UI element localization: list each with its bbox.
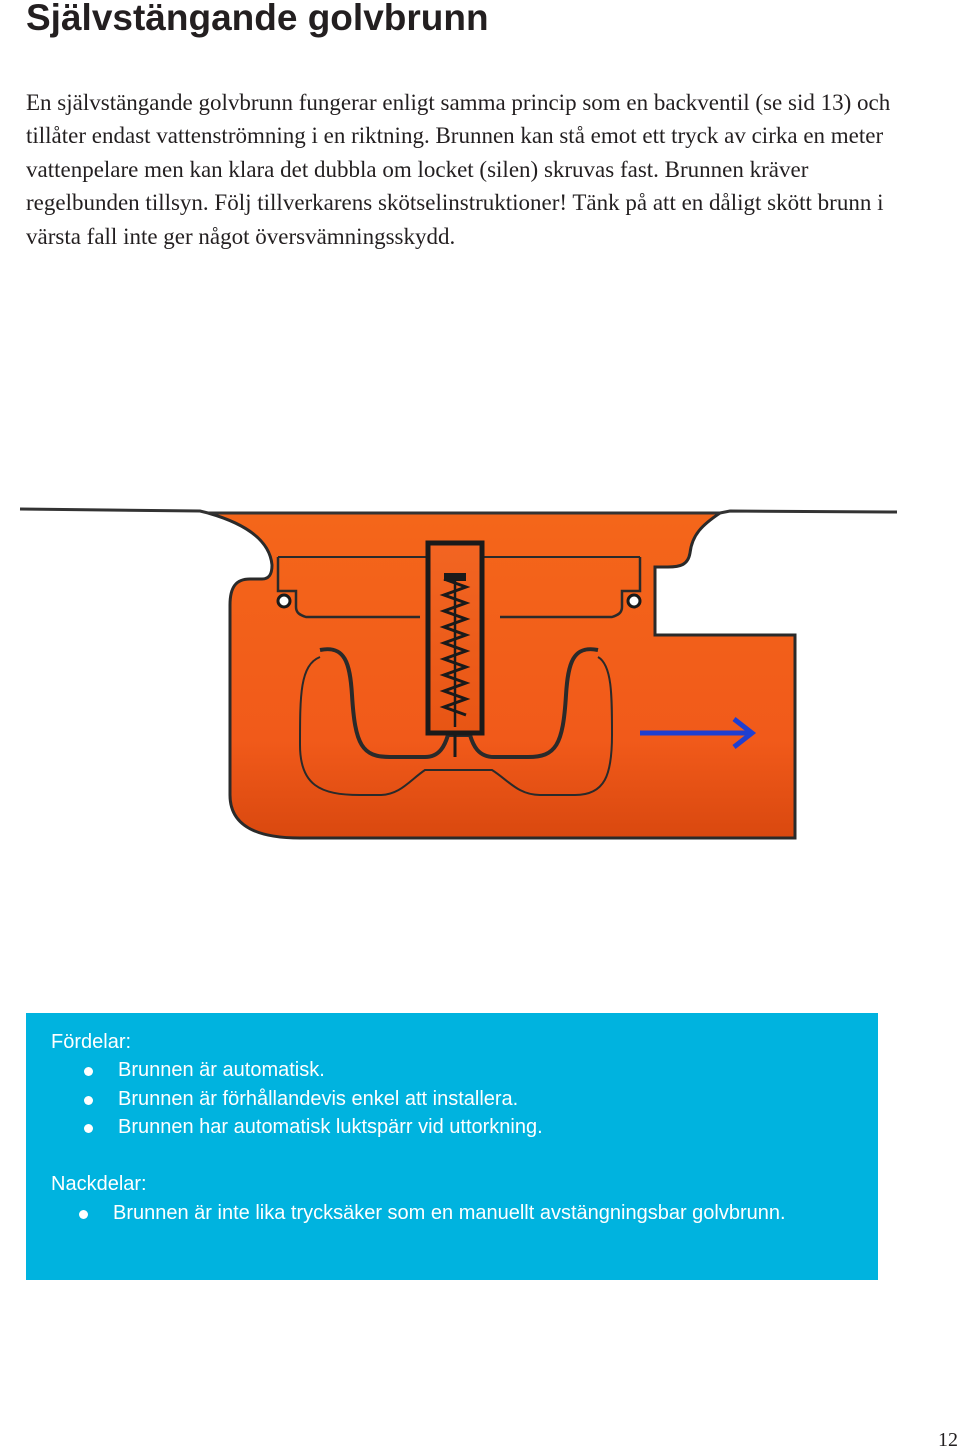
cons-item-text: Brunnen är inte lika trycksäker som en manuellt avstängningsbar golvbrunn. — [113, 1202, 786, 1224]
pros-cons-box — [26, 1013, 878, 1280]
seal-ring-icon — [278, 595, 290, 607]
bullet-icon — [79, 1210, 88, 1219]
page-number: 12 — [938, 1429, 958, 1451]
page-title: Självstängande golvbrunn — [26, 0, 489, 38]
pros-heading: Fördelar: — [51, 1031, 132, 1053]
cons-list — [26, 1199, 786, 1228]
pros-item — [26, 1113, 543, 1142]
drain-body — [208, 513, 795, 838]
pros-item-text: Brunnen är automatisk. — [118, 1059, 325, 1081]
pros-item — [26, 1056, 543, 1085]
floor-plate — [20, 509, 897, 513]
floor-drain-diagram — [0, 495, 960, 855]
pros-item-text: Brunnen har automatisk luktspärr vid uttorkning. — [118, 1116, 543, 1138]
pros-item-text: Brunnen är förhållandevis enkel att installera. — [118, 1087, 519, 1110]
pros-item — [26, 1085, 543, 1114]
cons-heading: Nackdelar: — [51, 1173, 147, 1195]
bullet-icon — [84, 1067, 93, 1076]
seal-ring-icon — [628, 595, 640, 607]
intro-paragraph: En självstängande golvbrunn fungerar enligt samma princip som en backventil (se sid 13) och tillåter endast vattenströmning i en riktning. Brunnen kan stå emot ett tryck av cirka en meter vattenpelare men kan klara det dubbla om locket (silen) skruvas fast. Brunnen kräver regelbunden tillsyn. Följ tillverkarens skötselinstruktioner! Tänk på att en dåligt skött brunn i värsta fall inte ger något översvämningsskydd. — [26, 90, 891, 249]
cons-item — [26, 1199, 793, 1228]
pros-list — [26, 1056, 543, 1142]
bullet-icon — [84, 1096, 93, 1105]
bullet-icon — [84, 1124, 93, 1133]
